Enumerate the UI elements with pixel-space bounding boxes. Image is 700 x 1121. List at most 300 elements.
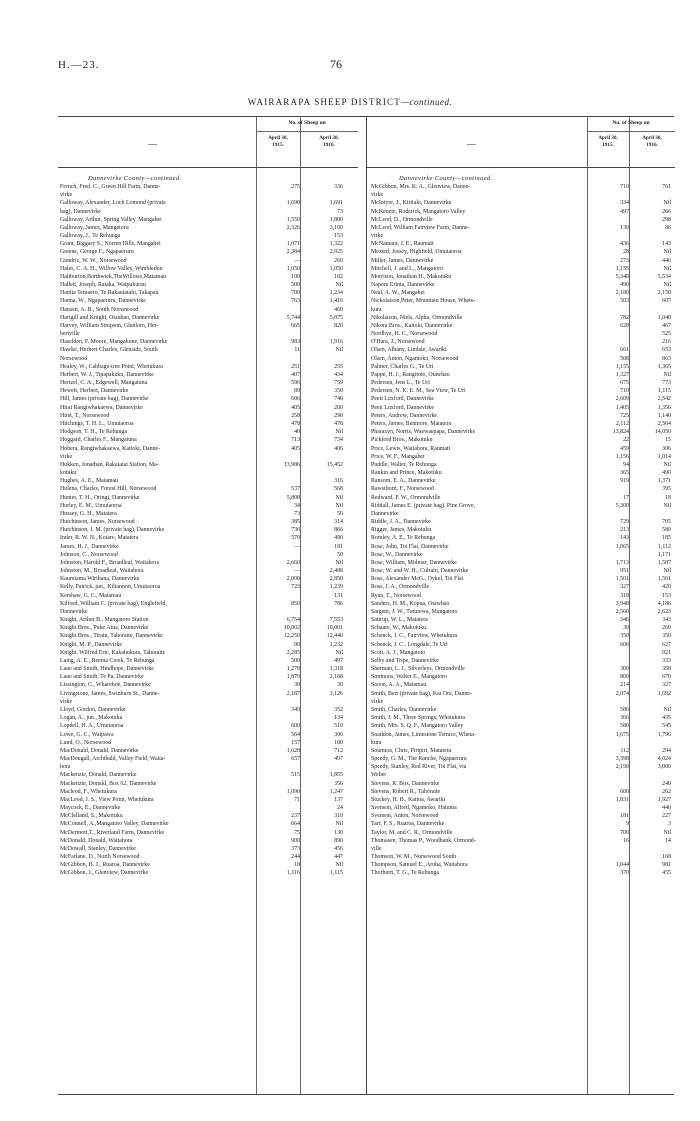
sheep-1916-cell: Nil xyxy=(335,282,343,289)
owner-name-cell: Simmons, Walter E., Mangatoro xyxy=(371,674,447,681)
sheep-1915-cell: 5,808 xyxy=(286,494,300,501)
owner-name-cell: Healey, W., Cabbage-tree Point, Whetukura xyxy=(60,363,163,370)
owner-name-cell: Hansen, A. B., South Norsewood xyxy=(60,306,139,313)
sheep-1916-cell: 343 xyxy=(662,617,671,624)
table-row xyxy=(367,355,675,363)
sheep-1915-cell: 2,660 xyxy=(286,559,300,566)
sheep-1916-cell: 981 xyxy=(662,862,671,869)
owner-name-cell: Riddall, James E. (private bag), Pine Grove, xyxy=(371,502,476,509)
owner-name-cell: Soumess, Chris, Piripiri, Matatera xyxy=(371,747,452,754)
table-row xyxy=(58,829,358,837)
sheep-1915-cell: 30 xyxy=(294,682,300,689)
sheep-1916-cell: 1,692 xyxy=(657,690,671,697)
owner-name-cell: Harvey, William Simpson, Glenlorn, Her- xyxy=(60,322,159,329)
sheep-1915-cell xyxy=(587,510,631,518)
sheep-1916-cell: Nil xyxy=(663,461,671,468)
sheep-1916-cell: 1,587 xyxy=(657,559,671,566)
owner-name-cell: Tarr, F. S., Ruaroa, Dannevirke xyxy=(371,821,445,828)
left-rows xyxy=(58,183,358,878)
sheep-1915-cell: 729 xyxy=(620,519,629,526)
table-row xyxy=(58,731,358,739)
owner-name-cell: French, Fred. C., Green Hill Farm, Danne- xyxy=(60,184,161,190)
table-row xyxy=(58,869,358,877)
sheep-1916-cell: 336 xyxy=(334,184,343,190)
table-row xyxy=(367,420,675,428)
owner-name-cell: Rose, W., Dannevirke xyxy=(371,551,423,558)
table-row xyxy=(367,812,675,820)
table-row xyxy=(58,363,358,371)
owner-name-cell: Schaare, W., Makotuku xyxy=(371,625,427,632)
owner-name-cell: Thompson, Samuel E., Aroha, Waitahora xyxy=(371,862,468,869)
sheep-1916-cell: 333 xyxy=(662,657,671,664)
owner-name-cell: Greene, George F., Ngapaeruru xyxy=(60,249,134,256)
owner-name-cell: Pappe, H. J., Rangitoto, Otawhao xyxy=(371,371,450,378)
owner-name-cell: Thomson, W. M., Norsewood South xyxy=(371,854,457,861)
sheep-1916-cell: 290 xyxy=(334,412,343,419)
owner-name-cell: Mexted, Jessey, Highfield, Umutaoroa xyxy=(371,249,462,256)
sheep-1915-cell: 22 xyxy=(623,437,629,444)
sheep-1915-cell: 112 xyxy=(620,747,629,754)
table-row xyxy=(58,665,358,673)
sheep-1916-cell: 863 xyxy=(662,355,671,362)
sheep-1916-cell xyxy=(631,739,673,747)
table-row xyxy=(367,853,675,861)
sheep-1915-cell: 10,002 xyxy=(283,625,300,632)
sheep-1916-cell: 478 xyxy=(334,420,343,427)
sheep-1916-cell xyxy=(302,355,345,363)
table-row xyxy=(58,469,358,477)
table-row xyxy=(58,502,358,510)
table-row xyxy=(367,248,675,256)
table-row xyxy=(367,387,675,395)
table-row xyxy=(58,649,358,657)
sheep-1915-cell: 1,090 xyxy=(286,788,300,795)
owner-name-cell: Ransom, E. A., Dannevirke xyxy=(371,478,436,485)
table-row xyxy=(58,845,358,853)
owner-name-cell: Nikolaison, Niels, Alpha, Ormondville xyxy=(371,314,463,321)
sheep-1915-cell: 983 xyxy=(291,339,300,346)
owner-name-cell: bertville xyxy=(60,331,80,338)
sheep-1916-cell: 670 xyxy=(662,674,671,681)
header-rule xyxy=(587,131,675,132)
sheep-1915-cell: 1,501 xyxy=(615,576,629,583)
owner-name-cell: Redward, F. W., Ormondville xyxy=(371,494,441,501)
owner-name-cell: McGibbon, Mrs. K. A., Glenview, Danne- xyxy=(371,184,471,190)
sheep-1915-cell: 6,754 xyxy=(286,617,300,624)
owner-name-cell: Hill, James (private bag), Dannevirke xyxy=(60,396,149,403)
table-row xyxy=(367,526,675,534)
date-header-1915 xyxy=(256,135,300,148)
table-row xyxy=(58,436,358,444)
owner-name-cell: Stevens, R. Box, Dannevirke xyxy=(371,780,440,787)
table-row xyxy=(367,845,675,853)
owner-name-cell: Rankin and Prince, Makotuku xyxy=(371,470,442,477)
sheep-1915-cell xyxy=(256,355,302,363)
sheep-1915-cell: 366 xyxy=(620,715,629,722)
owner-name-cell: Pharazyn, Norris, Waewaepapa, Dannevirke xyxy=(371,429,476,436)
table-row xyxy=(367,477,675,485)
sheep-1916-cell: 525 xyxy=(662,331,671,338)
table-row xyxy=(58,624,358,632)
owner-name-cell: Peeti Luxford, Dannevirke xyxy=(371,396,434,403)
sheep-1916-cell: 786 xyxy=(334,600,343,607)
sheep-1916-cell: 406 xyxy=(334,445,343,452)
owner-name-cell: Hussey, G. H., Matatera xyxy=(60,510,117,517)
owner-name-cell: kura xyxy=(371,739,382,746)
owner-name-cell: Speedy, G. M., The Ranche, Ngapaeruru xyxy=(371,756,467,763)
sheep-1915-cell xyxy=(587,649,631,657)
county-heading: Dannevirke County—continued. xyxy=(399,175,493,182)
owner-name-cell: Rigger, James, Makotuku xyxy=(371,527,432,534)
table-row xyxy=(58,338,358,346)
table-row xyxy=(367,657,675,665)
owner-name-cell: Sattrup, W. L., Matatera xyxy=(371,617,428,624)
owner-name-cell: Laing, A. E., Reema Creek, Te Rehunga xyxy=(60,657,155,664)
sheep-1915-cell: 1,065 xyxy=(615,543,629,550)
table-row xyxy=(58,387,358,395)
table-row xyxy=(58,395,358,403)
sheep-1916-cell xyxy=(302,191,345,199)
sheep-1916-cell: 240 xyxy=(662,780,671,787)
sheep-1916-cell: 168 xyxy=(662,854,671,861)
sheep-1916-cell: 455 xyxy=(662,870,671,877)
date-line: April 30, xyxy=(598,135,618,141)
sheep-1915-cell: 365 xyxy=(620,470,629,477)
owner-name-cell: Hoggard, Charles F., Mangatuna xyxy=(60,437,137,444)
owner-name-cell: Weber xyxy=(371,772,387,779)
sheep-1915-cell: 537 xyxy=(291,486,300,493)
sheep-1916-cell: 497 xyxy=(334,756,343,763)
sheep-1916-cell: 50 xyxy=(337,551,343,558)
owner-name-cell: James, H. J., Dannevirke xyxy=(60,543,119,550)
county-heading: Dannevirke County—continued. xyxy=(88,175,182,182)
table-row xyxy=(58,240,358,248)
sheep-1916-cell: 1,365 xyxy=(657,363,671,370)
sheep-1915-cell xyxy=(587,232,631,240)
table-row xyxy=(367,722,675,730)
table-row xyxy=(367,690,675,698)
owner-name-cell: Riddle, J. A., Dannevirke xyxy=(371,519,431,526)
sheep-1915-cell: 500 xyxy=(291,282,300,289)
sheep-1916-cell: 5,875 xyxy=(329,314,343,321)
table-row xyxy=(367,273,675,281)
sheep-1915-cell: 600 xyxy=(291,723,300,730)
sheep-1916-cell: 1,416 xyxy=(329,298,343,305)
table-row xyxy=(58,534,358,542)
sheep-1916-cell: 1,115 xyxy=(329,870,343,877)
table-row xyxy=(58,722,358,730)
sheep-1915-cell: 1,278 xyxy=(286,666,300,673)
sheep-1915-cell: 5,744 xyxy=(286,314,300,321)
owner-name-cell: Mitchell, J. and L., Mangatoro xyxy=(371,265,443,272)
sheep-1915-cell: 1,071 xyxy=(286,241,300,248)
sheep-1915-cell xyxy=(587,306,631,314)
sheep-1915-cell: 723 xyxy=(291,584,300,591)
sheep-1915-cell: 130 xyxy=(620,224,629,231)
owner-name-cell: Hodgson, T. H., Te Rehunga xyxy=(60,429,127,436)
table-row xyxy=(58,714,358,722)
sheep-1915-cell: — xyxy=(294,543,300,550)
table-row xyxy=(58,306,358,314)
sheep-1916-cell: 14,050 xyxy=(654,429,671,436)
table-row xyxy=(367,265,675,273)
owner-name-cell: Ross, J. A., Ormondville xyxy=(371,584,430,591)
sheep-1916-cell: 712 xyxy=(334,747,343,754)
sheep-1915-cell: 736 xyxy=(291,527,300,534)
sheep-1915-cell xyxy=(587,845,631,853)
owner-name-cell: Knight, Wilfred Eric, Kakahukura, Tahoraite xyxy=(60,649,166,656)
sheep-1915-cell: 951 xyxy=(620,568,629,575)
owner-name-cell: Maycock, E., Dannevirke xyxy=(60,805,121,812)
sheep-1915-cell xyxy=(256,780,302,788)
table-row xyxy=(58,632,358,640)
sheep-1916-cell: 447 xyxy=(334,854,343,861)
owner-name-cell: Svenson, Anton, Norsewood xyxy=(371,813,439,820)
table-row xyxy=(58,543,358,551)
owner-name-cell: Rose, W. and W. H., Culrain, Dannevirke xyxy=(371,568,469,575)
owner-name-cell: kura xyxy=(371,306,382,313)
table-row xyxy=(367,510,675,518)
table-row xyxy=(367,575,675,583)
sheep-1916-cell: 15 xyxy=(665,437,671,444)
sheep-1915-cell: 373 xyxy=(291,845,300,852)
sheep-1916-cell: 10,001 xyxy=(326,625,343,632)
owner-name-cell: ville xyxy=(371,845,382,852)
owner-name-cell: Taylor, M. and C. R., Ormondville xyxy=(371,829,453,836)
owner-name-cell: McDonald, Donald, Waitahora xyxy=(60,837,133,844)
sheep-1915-cell: 300 xyxy=(620,666,629,673)
owner-name-cell: Lane and Smith, Hindhope, Dannevirke xyxy=(60,666,154,673)
sheep-1915-cell xyxy=(587,551,631,559)
sheep-1915-cell xyxy=(256,469,302,477)
sheep-1916-cell: 740 xyxy=(334,396,343,403)
sheep-1916-cell: Nil xyxy=(663,371,671,378)
table-row xyxy=(367,739,675,747)
sheep-1916-cell: 2,850 xyxy=(329,576,343,583)
table-row xyxy=(58,575,358,583)
sheep-1916-cell: 1,112 xyxy=(657,543,671,550)
table-row xyxy=(367,592,675,600)
date-header-1915 xyxy=(587,135,629,148)
sheep-1916-cell: 352 xyxy=(334,707,343,713)
table-row xyxy=(58,346,358,354)
table-row xyxy=(367,567,675,575)
sheep-1915-cell: 157 xyxy=(291,739,300,746)
sheep-1916-cell: 130 xyxy=(334,829,343,836)
sheep-1916-cell: 227 xyxy=(662,813,671,820)
owner-name-cell: Hallett, Joseph, Rataka, Waipukurau xyxy=(60,282,146,289)
sheep-1916-cell: 200 xyxy=(334,404,343,411)
owner-name-cell: Price, Lewis, Waitahora, Raumati xyxy=(371,445,451,452)
sheep-1915-cell: 2,074 xyxy=(615,690,629,697)
table-row xyxy=(58,281,358,289)
sheep-1915-cell: 606 xyxy=(291,396,300,403)
table-row xyxy=(367,485,675,493)
sheep-1916-cell: 86 xyxy=(665,224,671,231)
table-row xyxy=(367,518,675,526)
sheep-1915-cell xyxy=(256,477,302,485)
table-row xyxy=(58,526,358,534)
sheep-1915-cell: 34 xyxy=(294,502,300,509)
sheep-1916-cell: 4,024 xyxy=(657,756,671,763)
sheep-1916-cell: 820 xyxy=(334,322,343,329)
table-row xyxy=(367,191,675,199)
date-year: 1916. xyxy=(323,141,335,148)
table-row xyxy=(367,306,675,314)
table-row xyxy=(58,657,358,665)
owner-name-cell: Hutchinson, J. M. (private bag), Dannevirke xyxy=(60,527,165,534)
sheep-1916-cell: 294 xyxy=(662,747,671,754)
table-row xyxy=(367,583,675,591)
owner-name-cell: Ross, Alexander McG., Oykel, Toi Flat xyxy=(371,576,464,583)
table-row xyxy=(367,706,675,714)
sheep-1915-cell: 2,180 xyxy=(615,290,629,297)
sheep-1916-cell xyxy=(631,771,673,779)
owner-name-cell: bag), Dannevirke xyxy=(60,208,101,215)
sheep-1915-cell: 3,948 xyxy=(615,600,629,607)
table-row xyxy=(367,363,675,371)
sheep-1915-cell: 564 xyxy=(291,731,300,738)
owner-name-cell: McConnell, A.,Mangatoro Valley, Dannevirke xyxy=(60,821,169,828)
sheep-1916-cell: Nil xyxy=(335,559,343,566)
table-row xyxy=(58,812,358,820)
sheep-1916-cell: 310 xyxy=(334,813,343,820)
title-continued: —continued. xyxy=(400,97,453,107)
sheep-count-header: No. of Sheep on xyxy=(288,120,326,126)
table-row xyxy=(367,445,675,453)
sheep-1915-cell: 9 xyxy=(626,821,629,828)
sheep-1915-cell: 405 xyxy=(291,445,300,452)
table-row xyxy=(367,297,675,305)
table-row xyxy=(58,559,358,567)
sheep-1915-cell: 586 xyxy=(620,707,629,713)
owner-name-cell: McFarlane, D., North Norsewood xyxy=(60,854,140,861)
owner-name-cell: Kelly, Patrick, jun., Kiltannon, Umutaoroa xyxy=(60,584,161,591)
sheep-1916-cell xyxy=(631,191,673,199)
table-row xyxy=(58,379,358,387)
sheep-1916-cell: 73 xyxy=(337,208,343,215)
owner-name-cell: McLeod, William Fairview Farm, Danne- xyxy=(371,224,470,231)
sheep-1915-cell xyxy=(256,232,302,240)
owner-name-cell: McKenzie, Roderick, Mangatoro Valley xyxy=(371,208,466,215)
sheep-1916-cell: 2,564 xyxy=(657,420,671,427)
sheep-1915-cell xyxy=(256,306,302,314)
sheep-1916-cell: 262 xyxy=(662,788,671,795)
table-row xyxy=(58,747,358,755)
sheep-1915-cell: 3,398 xyxy=(615,756,629,763)
owner-name-cell: Smith, J. M., Three Springs, Whetukura xyxy=(371,715,466,722)
sheep-1915-cell: 213 xyxy=(620,527,629,534)
sheep-1916-cell: 545 xyxy=(662,723,671,730)
sheep-1916-cell: 1,232 xyxy=(329,641,343,648)
owner-name-cell: virke xyxy=(60,698,73,705)
owner-name-cell: Sargent, J. W., Tuturewa, Mangatoro xyxy=(371,608,458,615)
sheep-1916-cell: 467 xyxy=(662,322,671,329)
sheep-1916-cell: 1,318 xyxy=(329,666,343,673)
sheep-1916-cell: 420 xyxy=(662,584,671,591)
table-row xyxy=(367,232,675,240)
sheep-1916-cell: 446 xyxy=(662,257,671,264)
owner-name-cell: Hawke, Herbert Charles, Glenside, South xyxy=(60,347,158,354)
table-row xyxy=(58,788,358,796)
sheep-1915-cell: 850 xyxy=(291,600,300,607)
table-row xyxy=(367,453,675,461)
owner-name-cell: Haselden, F. Moore, Mangahone, Dannevirke xyxy=(60,339,168,346)
sheep-1916-cell: 1,691 xyxy=(329,200,343,207)
date-header-1916 xyxy=(300,135,358,148)
owner-name-cell: Peters, Andrew, Dannevirke xyxy=(371,412,438,419)
owner-name-cell: Hutchinson, James, Norsewood xyxy=(60,519,135,526)
table-row xyxy=(58,216,358,224)
sheep-1915-cell: 385 xyxy=(291,519,300,526)
table-row xyxy=(367,314,675,322)
sheep-1915-cell: — xyxy=(294,568,300,575)
sheep-1916-cell: Nil xyxy=(335,862,343,869)
owner-name-cell: kotuku xyxy=(60,470,77,477)
table-row xyxy=(367,624,675,632)
owner-name-cell: Schenck, J. C., Longdale, Te Uri xyxy=(371,641,448,648)
table-row xyxy=(58,273,358,281)
sheep-1916-cell xyxy=(631,510,673,518)
sheep-1915-cell: 490 xyxy=(620,282,629,289)
sheep-1916-cell: 260 xyxy=(662,625,671,632)
sheep-1915-cell xyxy=(587,216,631,224)
sheep-1915-cell: 90 xyxy=(294,641,300,648)
sheep-1916-cell: 3,126 xyxy=(329,690,343,697)
owner-name-cell: MacDougall, Archibald, Valley Field, Waita- xyxy=(60,756,166,763)
owner-name-cell: Palmer, Charles G., Te Uri xyxy=(371,363,434,370)
sheep-1915-cell: 349 xyxy=(291,707,300,713)
sheep-1915-cell: 1,628 xyxy=(286,747,300,754)
sheep-1916-cell: 490 xyxy=(662,470,671,477)
sheep-1915-cell: 346 xyxy=(620,617,629,624)
sheep-1915-cell: 251 xyxy=(291,363,300,370)
table-row xyxy=(58,820,358,828)
owner-name-cell: virke xyxy=(371,233,384,240)
table-row xyxy=(367,641,675,649)
table-row xyxy=(58,404,358,412)
sheep-1916-cell: 306 xyxy=(334,731,343,738)
table-row xyxy=(367,346,675,354)
sheep-1916-cell: Nil xyxy=(335,502,343,509)
sheep-1916-cell: 30 xyxy=(337,682,343,689)
sheep-1916-cell: 14 xyxy=(665,837,671,844)
sheep-1916-cell: 761 xyxy=(662,184,671,190)
sheep-1916-cell: Nil xyxy=(663,282,671,289)
table-row xyxy=(58,780,358,788)
sheep-1916-cell: 2,542 xyxy=(657,396,671,403)
table-row xyxy=(58,445,358,453)
owner-name-cell: Hirai Rangiwhakaewa, Dannevirke xyxy=(60,404,143,411)
owner-name-cell: Stuckey, H. B., Kaitoa, Awariki xyxy=(371,796,446,803)
sheep-1916-cell: 627 xyxy=(662,641,671,648)
sheep-1915-cell: 11 xyxy=(294,347,300,354)
sheep-1915-cell: 28 xyxy=(623,249,629,256)
table-row xyxy=(58,510,358,518)
sheep-1916-cell: 316 xyxy=(334,478,343,485)
table-row xyxy=(58,681,358,689)
sheep-1915-cell: 2,187 xyxy=(286,690,300,697)
owner-name-cell: Lund, O., Norsewood xyxy=(60,739,112,746)
table-row xyxy=(58,690,358,698)
sheep-1916-cell: 435 xyxy=(662,715,671,722)
owner-name-cell: virke xyxy=(371,698,384,705)
sheep-1916-cell: 1,371 xyxy=(657,478,671,485)
owner-name-cell: Napora Erinta, Dannevirke xyxy=(371,282,435,289)
sheep-count-header: No. of Sheep on xyxy=(612,120,650,126)
sheep-1915-cell: 497 xyxy=(620,208,629,215)
sheep-1915-cell: 1,690 xyxy=(286,200,300,207)
